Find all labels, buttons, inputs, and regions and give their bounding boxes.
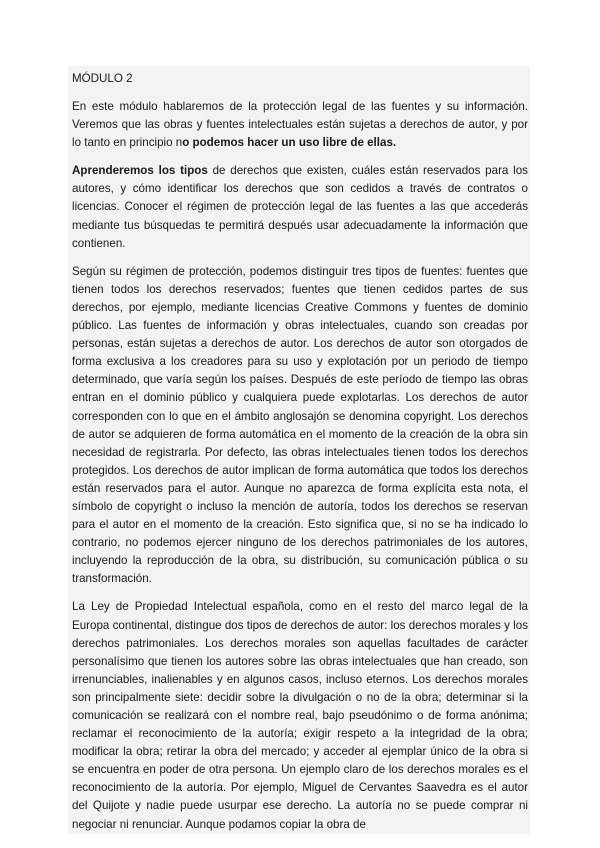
module-title: MÓDULO 2 [72, 72, 133, 85]
regime-paragraph: Según su régimen de protección, podemos distinguir tres tipos de fuentes: fuentes que tienen todos los derechos reservados; fuentes que tienen cedidos partes de sus derechos, por ejemplo, mediante licencias Creative Commons y fuentes de dominio público. Las fuentes de información y obras intelectuales, cuando son creadas por personas, están sujetas a derechos de autor. Los derechos de autor son otorgados de forma exclusiva a los creadores para su uso y explotación por un periodo de tiempo determinado, que varía según los países. Después de este período de tiempo las obras entran en el dominio público y cualquiera puede explotarlas. Los derechos de autor corresponden con lo que en el ámbito anglosajón se denomina copyright. Los derechos de autor se adquieren de forma automática en el momento de la creación de la obra sin necesidad de registrarla. Por defecto, las obras intelectuales tienen todos los derechos protegidos. Los derechos de autor implican de forma automática que todos los derechos están reservados para el autor. Aunque no aparezca de forma explícita esta nota, el símbolo de copyright o incluso la mención de autoría, todos los derechos se reservan para el autor en el momento de la creación. Esto significa que, si no se ha indicado lo contrario, no podemos ejercer ninguno de los derechos patrimoniales de los autores, incluyendo la reproducción de la obra, su distribución, su comunicación pública o su transformación. [72, 264, 528, 586]
learn-paragraph [72, 162, 528, 252]
learn-bold-text: Aprenderemos los tipos [72, 164, 208, 178]
intro-paragraph [72, 98, 528, 152]
intro-bold-text: o podemos hacer un uso libre de ellas. [182, 136, 397, 150]
law-paragraph: La Ley de Propiedad Intelectual española, como en el resto del marco legal de la Europa continental, distingue dos tipos de derechos de autor: los derechos morales y los derechos patrimoniales. Los derechos morales son aquellas facultades de carácter personalísimo que tienen los autores sobre las obras intelectuales que han creado, son irrenunciables, inalienables y en algunos casos, incluso eternos. Los derechos morales son principalmente siete: decidir sobre la divulgación o no de la obra; determinar si la comunicación se realizará con el nombre real, bajo pseudónimo o de forma anónima; reclamar el reconocimiento de la autoría; exigir respeto a la integridad de la obra; modificar la obra; retirar la obra del mercado; y acceder al ejemplar único de la obra si se encuentra en poder de otra persona. Un ejemplo claro de los derechos morales es el reconocimiento de la autoría. Por ejemplo, Miguel de Cervantes Saavedra es el autor del Quijote y nadie puede usurpar ese derecho. La autoría no se puede comprar ni negociar ni renunciar. Aunque podamos copiar la obra de [72, 600, 528, 831]
intro-text: En este módulo hablaremos de la protección legal de las fuentes y su información. Veremos que las obras y fuentes intelectuales están sujetas a derechos de autor, y por lo tanto en principio n [72, 100, 528, 150]
learn-text: de derechos que existen, cuáles están reservados para los autores, y cómo identificar los derechos que son cedidos a través de contratos o licencias. Conocer el régimen de protección legal de las fuentes a las que accederás mediante tus búsquedas te permitirá después usar adecuadamente la información que contienen. [72, 164, 528, 250]
document-content [68, 66, 530, 834]
